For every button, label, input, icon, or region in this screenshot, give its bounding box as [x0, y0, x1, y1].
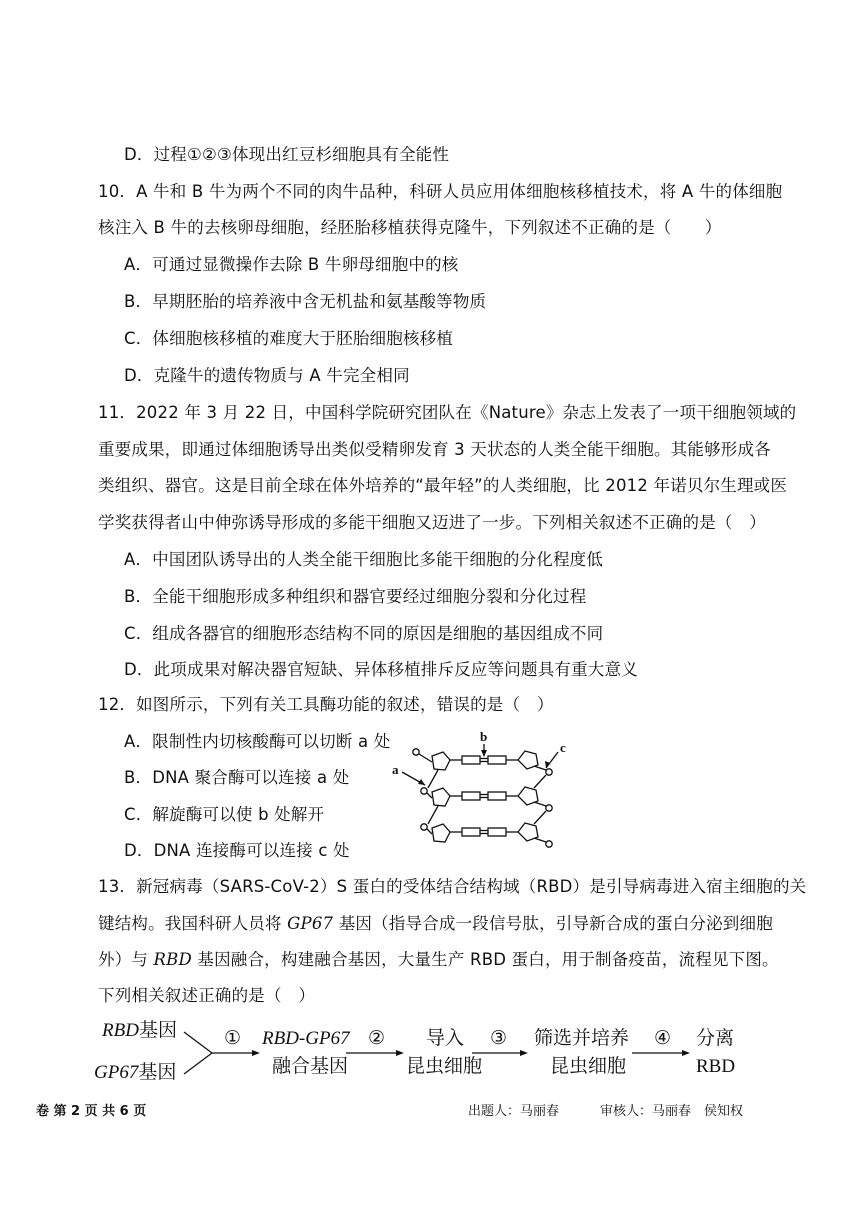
q13-line3-text-b: 基因融合，构建融合基因，大量生产 RBD 蛋白，用于制备疫苗，流程见下图。 — [191, 950, 779, 969]
flow-step-4: ④ — [654, 1028, 672, 1049]
footer-author: 出题人：马丽春 — [468, 1104, 560, 1119]
q13-stem-line2 — [98, 912, 773, 936]
q13-stem-line3 — [98, 948, 779, 972]
flow-screen-cells: 昆虫细胞 — [550, 1056, 627, 1077]
q10-stem-line1: 10．A 牛和 B 牛为两个不同的肉牛品种，科研人员应用体细胞核移植技术，将 A 牛的体细胞 — [98, 182, 783, 201]
q11-option-d: D．此项成果对解决器官短缺、异体移植排斥反应等问题具有重大意义 — [124, 660, 638, 679]
q12-option-c: C．解旋酶可以使 b 处解开 — [124, 805, 325, 824]
q13-line2-text-a: 键结构。我国科研人员将 — [98, 914, 288, 933]
q13-line2-text-b: 基因（指导合成一段信号肽，引导新合成的蛋白分泌到细胞 — [333, 914, 773, 933]
flow-isolate-rbd: RBD — [696, 1056, 736, 1077]
q10-option-a: A．可通过显微操作去除 B 牛卵母细胞中的核 — [124, 255, 459, 274]
q11-stem-line1: 11．2022 年 3 月 22 日，中国科学院研究团队在《Nature》杂志上发表了一项干细胞领域的 — [98, 403, 797, 422]
q10-option-c: C．体细胞核移植的难度大于胚胎细胞核移植 — [124, 329, 454, 348]
flow-step-2: ② — [368, 1028, 386, 1049]
flow-gene-gp67: GP67基因 — [94, 1062, 177, 1083]
label-c: c — [560, 740, 566, 755]
footer-page-info: 卷 第 2 页 共 6 页 — [36, 1104, 147, 1119]
flow-isolate: 分离 — [696, 1028, 735, 1049]
flow-fusion-gene-name: RBD-GP67 — [262, 1028, 350, 1049]
q12-option-b: B．DNA 聚合酶可以连接 a 处 — [124, 768, 350, 787]
flow-merge-lower — [184, 1053, 212, 1074]
q9-option-d: D．过程①②③体现出红豆杉细胞具有全能性 — [124, 145, 450, 164]
flow-gene-rbd: RBD基因 — [102, 1020, 177, 1041]
flow-merge-upper — [184, 1032, 212, 1053]
q12-stem: 12．如图所示，下列有关工具酶功能的叙述，错误的是（ ） — [98, 695, 554, 714]
q13-gene-rbd: RBD — [153, 950, 192, 969]
q13-stem-line1: 13．新冠病毒（SARS-CoV-2）S 蛋白的受体结合结构域（RBD）是引导病毒进入宿主细胞的关 — [98, 877, 807, 896]
q11-option-c: C．组成各器官的细胞形态结构不同的原因是细胞的基因组成不同 — [124, 624, 604, 643]
q13-stem-line4: 下列相关叙述正确的是（ ） — [98, 986, 316, 1005]
q11-stem-line2: 重要成果，即通过体细胞诱导出类似受精卵发育 3 天状态的人类全能干细胞。其能够形成各 — [98, 440, 771, 459]
q10-option-b: B．早期胚胎的培养液中含无机盐和氨基酸等物质 — [124, 292, 487, 311]
flow-screen-culture: 筛选并培养 — [534, 1028, 630, 1049]
flow-step-1: ① — [224, 1028, 242, 1049]
q10-stem-line2: 核注入 B 牛的去核卵母细胞，经胚胎移植获得克隆牛，下列叙述不正确的是（ ） — [98, 218, 722, 237]
q12-option-a: A．限制性内切核酸酶可以切断 a 处 — [124, 732, 391, 751]
flow-step-3: ③ — [490, 1028, 508, 1049]
footer-reviewer: 审核人：马丽春 侯知权 — [600, 1104, 744, 1119]
left-strand — [413, 749, 450, 842]
q13-gene-gp67: GP67 — [287, 914, 334, 933]
flow-import: 导入 — [426, 1028, 465, 1049]
dna-structure-figure — [388, 730, 578, 860]
q12-option-d: D．DNA 连接酶可以连接 c 处 — [124, 841, 350, 860]
flow-import-cells: 昆虫细胞 — [406, 1056, 483, 1077]
q13-line3-text-a: 外）与 — [98, 950, 154, 969]
q11-option-b: B．全能干细胞形成多种组织和器官要经过细胞分裂和分化过程 — [124, 587, 587, 606]
q13-flow-diagram — [84, 1012, 764, 1092]
label-a: a — [392, 762, 399, 777]
flow-fusion-gene-label: 融合基因 — [272, 1056, 349, 1077]
q11-stem-line4: 学奖获得者山中伸弥诱导形成的多能干细胞又迈进了一步。下列相关叙述不正确的是（ ） — [98, 513, 766, 532]
q11-stem-line3: 类组织、器官。这是目前全球在体外培养的“最年轻”的人类细胞，比 2012 年诺贝尔生理或医 — [98, 476, 788, 495]
q10-option-d: D．克隆牛的遗传物质与 A 牛完全相同 — [124, 366, 410, 385]
base-pairs — [450, 756, 518, 836]
q11-option-a: A．中国团队诱导出的人类全能干细胞比多能干细胞的分化程度低 — [124, 550, 604, 569]
label-b: b — [480, 730, 488, 744]
